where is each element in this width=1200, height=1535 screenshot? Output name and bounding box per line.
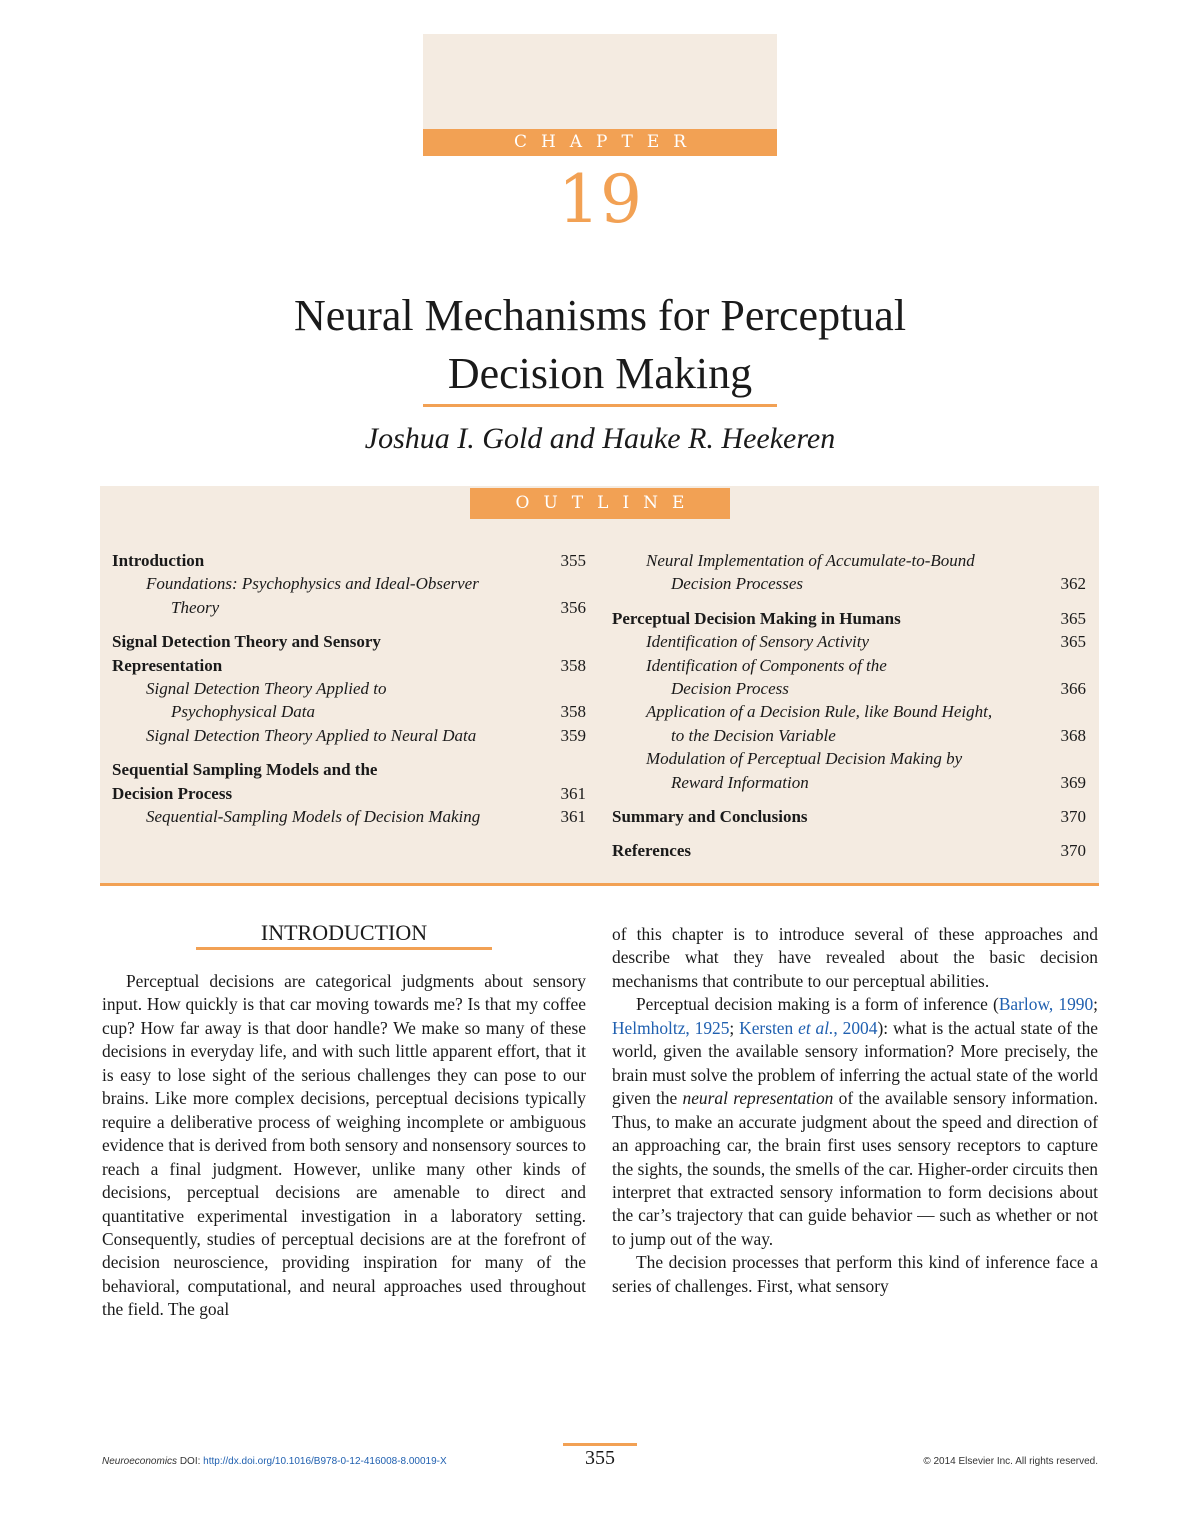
outline-entry-page: 365 (1060, 632, 1086, 652)
title-divider (423, 404, 777, 407)
outline-entry-text: Decision Process (671, 679, 789, 699)
citation-helmholtz[interactable]: Helmholtz, 1925 (612, 1017, 730, 1038)
outline-entry-text: Neural Implementation of Accumulate-to-Bound (646, 551, 975, 570)
paragraph-intro-1: Perceptual decisions are categorical judgments about sensory input. How quickly is that car moving towards me? Is that my coffee cup? How far away is that door handle? We make so many of these decisions in everyday life, and with such little apparent effort, that it is easy to lose sight of the serious challenges they can pose to our brains. Like more complex decisions, perceptual decisions typically require a deliberative process of weighing incomplete or ambiguous evidence that is derived from both sensory and nonsensory sources to reach a final judgment. However, unlike many other kinds of decisions, perceptual decisions are amenable to direct and quantitative experimental investigation in a laboratory setting. Consequently, studies of perceptual decisions are at the forefront of decision neuroscience, providing inspiration for many of the behavioral, computational, and neural approaches used throughout the field. The goal (102, 971, 586, 1320)
outline-entry-text: Representation (112, 655, 223, 675)
citation-et-al: et al. (798, 1017, 834, 1038)
outline-entry-page: 370 (1060, 841, 1086, 861)
chapter-label: CHAPTER (423, 129, 777, 156)
outline-label: OUTLINE (470, 488, 730, 519)
outline-entry-left-1[interactable] (112, 549, 586, 572)
outline-entry-text: Signal Detection Theory Applied to (146, 679, 387, 699)
outline-entry-page: 356 (560, 597, 586, 617)
outline-entry-right-4[interactable] (612, 654, 1086, 701)
section-heading-divider (196, 947, 492, 950)
outline-entry-left-6[interactable] (112, 758, 586, 805)
outline-entry-text: Sequential Sampling Models and the (112, 760, 378, 780)
outline-entry-text: Identification of Components of the (646, 655, 887, 675)
footer-doi (102, 1456, 447, 1467)
outline-entry-page: 359 (560, 725, 586, 745)
chapter-title-line-1: Neural Mechanisms for Perceptual (293, 291, 907, 340)
outline-entry-page: 361 (560, 807, 586, 827)
outline-column-right (612, 549, 1086, 863)
page-number: 355 (585, 1447, 615, 1469)
outline-entry-page: 368 (1060, 725, 1086, 745)
outline-entry-text: to the Decision Variable (671, 725, 836, 745)
outline-entry-text: Signal Detection Theory Applied to Neural Data (146, 725, 477, 745)
outline-entry-text: Signal Detection Theory and Sensory (112, 632, 381, 652)
citation-separator: ; (1093, 994, 1099, 1015)
citation-kersten[interactable] (739, 1018, 877, 1038)
paragraph-text: ): what is the actual state of the world, given the available sensory information? More precisely, the brain must solve the problem of inferring the actual state of the world given the (612, 1017, 1098, 1109)
outline-entry-page: 365 (1060, 608, 1086, 628)
citation-separator: ; (729, 1017, 740, 1038)
outline-entry-page: 358 (560, 655, 586, 675)
outline-entry-left-7[interactable] (112, 805, 586, 828)
paragraph-text: of the available sensory information. Thus, to make an accurate judgment about the speed and direction of an approaching car, the brain first uses sensory receptors to capture the sights, the sounds, the smells of the car. Higher-order circuits then interpret that extracted sensory information to form decisions about the car’s trajectory that can guide behavior — such as whether or not to jump out of the way. (612, 1088, 1098, 1249)
outline-entry-page: 366 (1060, 679, 1086, 699)
emphasis-neural-representation: neural representation (682, 1088, 834, 1109)
outline-entry-page: 358 (560, 702, 586, 722)
outline-entry-right-3[interactable] (612, 630, 1086, 653)
outline-entry-text: Theory (171, 597, 220, 617)
body-column-left (102, 970, 586, 1322)
citation-year: , 2004 (833, 1017, 878, 1038)
outline-entry-left-4[interactable] (112, 677, 586, 724)
outline-entry-page: 355 (560, 551, 586, 570)
chapter-title (0, 287, 1200, 403)
outline-entry-right-8[interactable] (612, 839, 1086, 862)
outline-entry-text: Summary and Conclusions (612, 807, 808, 827)
footer-copyright: © 2014 Elsevier Inc. All rights reserved. (923, 1456, 1098, 1467)
paragraph-inference (612, 993, 1098, 1251)
body-column-right (612, 923, 1098, 1298)
citation-barlow[interactable]: Barlow, 1990 (998, 994, 1094, 1015)
outline-entry-right-1[interactable] (612, 549, 1086, 596)
outline-entry-right-6[interactable] (612, 747, 1086, 794)
outline-entry-page: 362 (1060, 574, 1086, 594)
doi-link[interactable]: http://dx.doi.org/10.1016/B978-0-12-416008-8.00019-X (203, 1456, 447, 1467)
outline-entry-right-2[interactable] (612, 607, 1086, 630)
outline-entry-text: Identification of Sensory Activity (646, 632, 869, 652)
outline-entry-page: 369 (1060, 772, 1086, 792)
citation-author: Kersten (739, 1017, 799, 1038)
outline-entry-text: Foundations: Psychophysics and Ideal-Observer (146, 574, 479, 594)
outline-entry-text: Psychophysical Data (171, 702, 315, 722)
outline-entry-text: References (612, 841, 691, 861)
outline-entry-page: 370 (1060, 807, 1086, 827)
section-heading-introduction: INTRODUCTION (260, 920, 428, 945)
outline-entry-text: Application of a Decision Rule, like Bound Height, (646, 702, 993, 722)
paragraph-challenges: The decision processes that perform this kind of inference face a series of challenges. First, what sensory (612, 1252, 1098, 1296)
outline-entry-text: Decision Processes (671, 574, 804, 594)
outline-entry-text: Decision Process (112, 783, 233, 803)
outline-column-left (112, 549, 586, 828)
journal-name: Neuroeconomics (102, 1456, 178, 1467)
outline-entry-right-5[interactable] (612, 700, 1086, 747)
outline-entry-text: Reward Information (671, 772, 809, 792)
outline-entry-text: Modulation of Perceptual Decision Making by (646, 749, 963, 769)
outline-entry-left-2[interactable] (112, 572, 586, 619)
paragraph-intro-1-continued: of this chapter is to introduce several of these approaches and describe what they have revealed about the basic decision mechanisms that contribute to our perceptual abilities. (612, 924, 1098, 991)
outline-entry-text: Sequential-Sampling Models of Decision Making (146, 807, 481, 827)
outline-entry-left-3[interactable] (112, 630, 586, 677)
outline-entry-right-7[interactable] (612, 805, 1086, 828)
chapter-authors: Joshua I. Gold and Hauke R. Heekeren (364, 422, 836, 455)
chapter-header-box (423, 34, 777, 129)
chapter-number: 19 (558, 161, 642, 238)
outline-entry-text: Perceptual Decision Making in Humans (612, 608, 901, 628)
outline-entry-left-5[interactable] (112, 724, 586, 747)
paragraph-text: Perceptual decision making is a form of inference ( (636, 994, 999, 1015)
chapter-title-line-2: Decision Making (447, 349, 753, 398)
outline-entry-page: 361 (560, 783, 586, 803)
doi-label: DOI: (177, 1456, 204, 1467)
outline-entry-text: Introduction (112, 551, 205, 570)
